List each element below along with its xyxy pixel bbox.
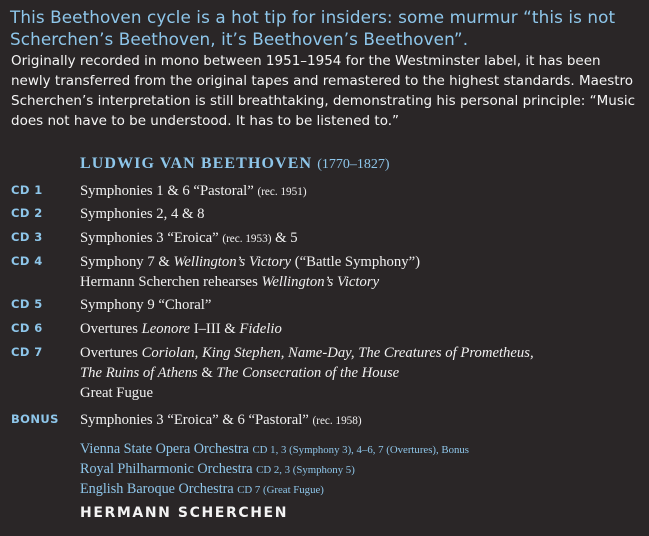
- orchestra-line-3: [80, 479, 640, 500]
- cd-5-main: Symphony 9 “Choral”: [80, 297, 212, 313]
- orchestra-details-3: CD 7 (Great Fugue): [237, 484, 324, 496]
- cd-4-text: [80, 252, 640, 292]
- cd-6-italic-1: Leonore: [141, 321, 191, 337]
- cd-6-prefix: Overtures: [80, 321, 142, 337]
- orchestra-name-3: English Baroque Orchestra: [80, 481, 238, 497]
- cd-7-line-3: Great Fugue: [80, 385, 154, 401]
- cd-4-line-2-italic: Wellington’s Victory: [261, 274, 380, 290]
- cd-6-text: [80, 319, 640, 339]
- composer-years: (1770–1827): [317, 157, 390, 172]
- cd-4-line-1-italic: Wellington’s Victory: [173, 254, 292, 270]
- cd-7-line-1-prefix: Overtures: [80, 345, 142, 361]
- orchestra-line-2: [80, 459, 640, 480]
- cd-4-line-2-prefix: Hermann Scherchen rehearses: [80, 274, 262, 290]
- composer-heading: [80, 155, 390, 173]
- cd-7-line-2-middle: &: [197, 365, 217, 381]
- cd-2-label: CD 2: [11, 206, 43, 220]
- bonus-label: BONUS: [11, 412, 59, 426]
- cd-4-label: CD 4: [11, 254, 43, 268]
- cd-6-italic-2: Fidelio: [239, 321, 282, 337]
- cd-4-line-1-prefix: Symphony 7 &: [80, 254, 174, 270]
- cd-7-label: CD 7: [11, 345, 43, 359]
- conductor-name: HERMANN SCHERCHEN: [80, 505, 289, 521]
- cd-3-main: Symphonies 3 “Eroica”: [80, 230, 223, 246]
- cd-7-line-1: [80, 343, 640, 363]
- cd-4-line-1-suffix: (“Battle Symphony”): [291, 254, 420, 270]
- headline: This Beethoven cycle is a hot tip for insiders: some murmur “this is not Scherchen’s Beethoven, it’s Beethoven’s Beethoven”.: [10, 7, 616, 49]
- cd-7-line-1-italic: Coriolan, King Stephen, Name-Day, The Creatures of Prometheus,: [141, 345, 534, 361]
- cd-2-main: Symphonies 2, 4 & 8: [80, 206, 205, 222]
- cd-3-text: [80, 228, 640, 249]
- cd-1-main: Symphonies 1 & 6 “Pastoral”: [80, 183, 258, 199]
- orchestra-name-1: Vienna State Opera Orchestra: [80, 441, 253, 457]
- orchestra-details-2: CD 2, 3 (Symphony 5): [256, 464, 355, 476]
- cd-5-label: CD 5: [11, 297, 43, 311]
- cd-4-line-2: [80, 272, 640, 292]
- cd-6-middle: I–III &: [190, 321, 240, 337]
- cd-3-tail: & 5: [271, 230, 298, 246]
- cd-1-label: CD 1: [11, 183, 43, 197]
- orchestra-line-1: [80, 439, 640, 460]
- cd-7-line-2: [80, 363, 640, 383]
- cd-3-label: CD 3: [11, 230, 43, 244]
- cd-2-text: [80, 204, 640, 224]
- orchestra-name-2: Royal Philharmonic Orchestra: [80, 461, 257, 477]
- composer-name: LUDWIG VAN BEETHOVEN: [80, 155, 313, 172]
- cd-3-note: (rec. 1953): [222, 233, 272, 245]
- cd-6-label: CD 6: [11, 321, 43, 335]
- bonus-note: (rec. 1958): [312, 415, 362, 427]
- cd-1-note: (rec. 1951): [257, 186, 307, 198]
- cd-4-line-1: [80, 252, 640, 272]
- cd-7-text: [80, 343, 640, 403]
- cd-1-text: [80, 181, 640, 202]
- cd-5-text: [80, 295, 640, 315]
- cd-7-line-2-italic-1: The Ruins of Athens: [80, 365, 198, 381]
- cd-7-line-2-italic-2: The Consecration of the House: [216, 365, 400, 381]
- bonus-text: [80, 410, 640, 431]
- intro-paragraph: Originally recorded in mono between 1951–1954 for the Westminster label, it has been newly transferred from the original tapes and remastered to the highest standards. Maestro Scherchen’s interpretation is still breathtaking, demonstrating his personal principle: “Music does not have to be understood. It has to be listened to.”: [11, 53, 636, 129]
- bonus-main: Symphonies 3 “Eroica” & 6 “Pastoral”: [80, 412, 313, 428]
- orchestra-details-1: CD 1, 3 (Symphony 3), 4–6, 7 (Overtures), Bonus: [252, 444, 470, 456]
